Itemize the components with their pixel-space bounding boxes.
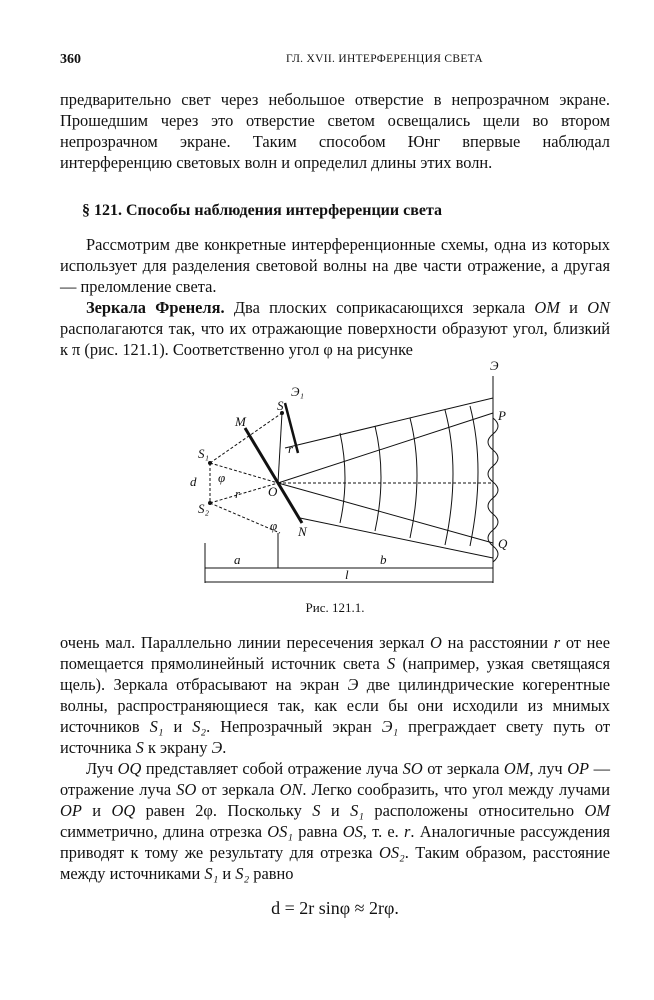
label-screen1: Э₁ (291, 384, 305, 399)
body-block-2 (60, 632, 610, 884)
label-s: S (277, 398, 284, 413)
label-d: d (190, 474, 197, 489)
body-block-1 (60, 234, 610, 360)
paragraph-setup: очень мал. Параллельно линии пересечения зеркал O на расстоянии r от нее помещается прямолинейный источник света S (например, узкая светящаяся щель). Зеркала отбрасывают на экран Э две цилиндрические когерентные волны, распространяющиеся так, как если бы они исходили из мнимых источников S₁ и S₂. Непрозрачный экран Э₁ преграждает свету путь от источника S к экрану Э. (60, 633, 611, 757)
figure-caption: Рис. 121.1. (305, 600, 365, 615)
label-o: O (268, 484, 278, 499)
paragraph-two-schemes: Рассмотрим две конкретные интерференционные схемы, одна из которых использует для разделения световой волны на две части отражение, а другая — преломление света. (60, 235, 610, 296)
section-heading-block (60, 200, 610, 221)
label-r: r (288, 441, 294, 456)
label-b: b (380, 552, 387, 567)
paragraph-rays: Луч OQ представляет собой отражение луча SO от зеркала OM, луч OP — отражение луча SO от зеркала ON. Легко сообразить, что угол между лучами OP и OQ равен 2φ. Поскольку S и S₁ расположены относительно OM симметрично, длина отрезка OS₁ равна OS, т. е. r. Аналогичные рассуждения приводят к тому же результату для отрезка OS₂. Таким образом, расстояние между источниками S₁ и S₂ равно (60, 759, 611, 883)
label-n: N (298, 524, 307, 539)
label-phi2: φ (270, 518, 278, 533)
figure-fresnel-mirrors (190, 358, 520, 590)
label-m: M (235, 414, 246, 429)
label-p: P (498, 408, 506, 423)
label-l: l (345, 567, 349, 582)
paragraph-young: предварительно свет через небольшое отверстие в непрозрачном экране. Прошедшим через это отверстие светом освещались щели во втором непрозрачном экране. Таким способом Юнг впервые наблюдал интерференцию световых волн и определил длины этих волн. (60, 90, 610, 172)
paragraph-fresnel-mirrors: Зеркала Френеля. Два плоских соприкасающихся зеркала OM и ON располагаются так, что их отражающие поверхности образуют угол, близкий к π (рис. 121.1). Соответственно угол φ на рисунке (60, 298, 610, 359)
label-q: Q (498, 536, 508, 551)
formula-distance: d = 2r sinφ ≈ 2rφ. (271, 898, 399, 918)
label-a: a (234, 552, 241, 567)
label-screen: Э (490, 358, 499, 373)
label-s2: S₂ (198, 501, 210, 516)
page-number: 360 (60, 52, 81, 67)
label-s1: S₁ (198, 446, 210, 461)
fresnel-lead: Зеркала Френеля. (86, 298, 225, 317)
chapter-title: ГЛ. XVII. ИНТЕРФЕРЕНЦИЯ СВЕТА (286, 53, 484, 65)
section-title: § 121. Способы наблюдения интерференции света (82, 202, 443, 219)
label-phi1: φ (218, 470, 226, 485)
page-header (60, 52, 610, 72)
paragraph-intro (60, 89, 610, 173)
label-r2: r (235, 486, 241, 501)
